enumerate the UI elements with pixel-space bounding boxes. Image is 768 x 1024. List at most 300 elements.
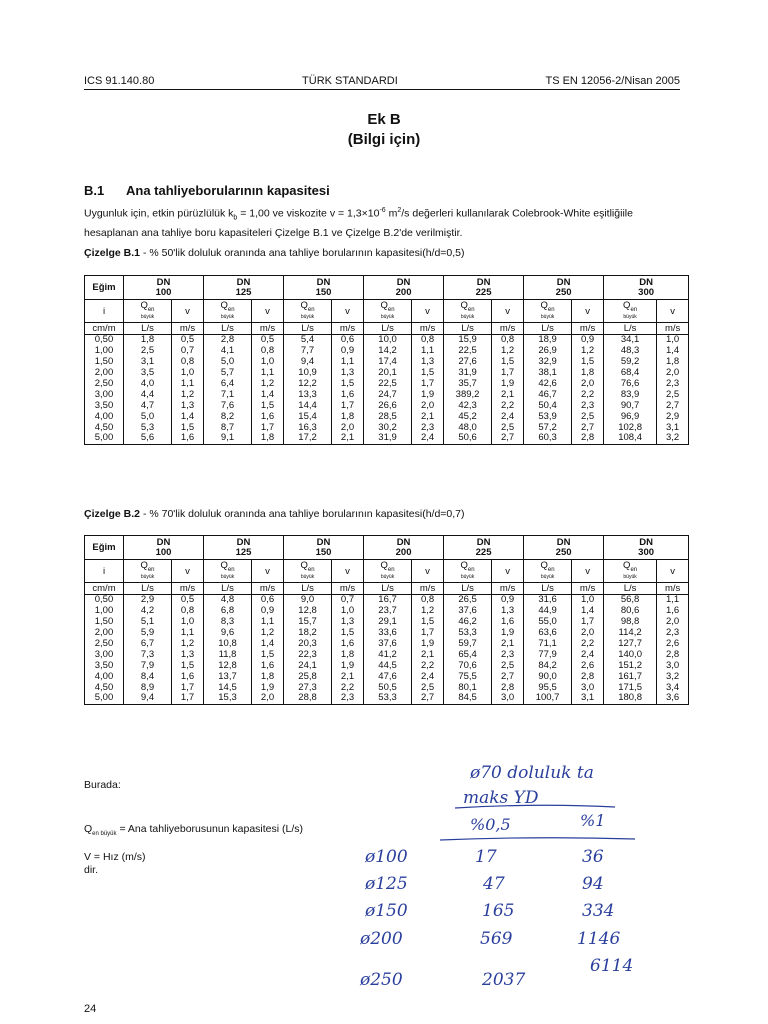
table-cell: 2,2	[332, 682, 364, 693]
table-cell: 1,3	[412, 357, 444, 368]
table-cell: 1,7	[252, 422, 284, 433]
table-cell: 1,5	[332, 628, 364, 639]
table-cell: 1,00	[85, 606, 124, 617]
table-cell: 2,8	[204, 335, 252, 346]
table-cell: 1,0	[572, 595, 604, 606]
table-cell: 2,5	[492, 660, 524, 671]
column-symbol-v: v	[492, 300, 524, 323]
column-header-dn-100: DN 100	[124, 536, 204, 560]
handwritten-col-b-header: %1	[580, 811, 606, 830]
table-cell: 83,9	[604, 389, 657, 400]
unit-v: m/s	[572, 323, 604, 335]
table-cell: 1,8	[657, 357, 689, 368]
unit-v: m/s	[172, 323, 204, 335]
table-cell: 12,2	[284, 379, 332, 390]
table-cell: 17,2	[284, 433, 332, 444]
column-symbol-v: v	[492, 560, 524, 583]
column-symbol-q: $Q_{en}$ büyük	[444, 560, 492, 583]
table-cell: 389,2	[444, 389, 492, 400]
table-cell: 1,5	[492, 357, 524, 368]
handwritten-note-line1: ø70 doluluk ta	[470, 763, 594, 783]
handwritten-value-b: 36	[582, 847, 604, 867]
column-header-dn-150: DN 150	[284, 536, 364, 560]
table-cell: 1,9	[332, 660, 364, 671]
table-cell: 0,9	[492, 595, 524, 606]
table-cell: 63,6	[524, 628, 572, 639]
table-cell: 2,4	[412, 671, 444, 682]
table-cell: 2,5	[412, 682, 444, 693]
column-symbol-q: $Q_{en}$ büyük	[204, 300, 252, 323]
table-cell: 2,3	[412, 422, 444, 433]
table-cell: 84,2	[524, 660, 572, 671]
unit-v: m/s	[492, 323, 524, 335]
table-cell: 9,1	[204, 433, 252, 444]
table-cell: 171,5	[604, 682, 657, 693]
table-cell: 3,4	[657, 682, 689, 693]
table-cell: 95,5	[524, 682, 572, 693]
table-cell: 7,6	[204, 400, 252, 411]
table-cell: 70,6	[444, 660, 492, 671]
table-cell: 3,2	[657, 433, 689, 444]
table-cell: 3,0	[572, 682, 604, 693]
unit-i: cm/m	[85, 583, 124, 595]
table-cell: 33,6	[364, 628, 412, 639]
intro-paragraph: Uygunluk için, etkin pürüzlülük $k_b = 1,00$ ve viskozite $v = 1,3\times 10^{-6}$ $m^2/s$ değerleri kullanılarak Colebrook-White eşitliğiile hesaplanan ana tahliye boru kapasiteleri Çizelge B.1 ve Çizelge B.2'de verilmiştir.	[84, 207, 633, 239]
table-cell: 35,7	[444, 379, 492, 390]
table-cell: 0,7	[332, 595, 364, 606]
table-cell: 22,5	[364, 379, 412, 390]
table-cell: 80,1	[444, 682, 492, 693]
table-cell: 1,3	[332, 617, 364, 628]
table-cell: 1,5	[572, 357, 604, 368]
table-cell: 1,4	[572, 606, 604, 617]
table-cell: 1,2	[172, 389, 204, 400]
column-symbol-q: $Q_{en}$ büyük	[204, 560, 252, 583]
table-cell: 57,2	[524, 422, 572, 433]
table-cell: 7,3	[124, 649, 172, 660]
table-cell: 2,7	[492, 671, 524, 682]
table-cell: 25,8	[284, 671, 332, 682]
table-cell: 2,50	[85, 639, 124, 650]
table-cell: 0,7	[172, 346, 204, 357]
column-header-dn-125: DN 125	[204, 536, 284, 560]
table-cell: 13,3	[284, 389, 332, 400]
table-cell: 10,0	[364, 335, 412, 346]
table-cell: 2,0	[572, 379, 604, 390]
table-cell: 2,3	[657, 379, 689, 390]
table-cell: 1,4	[172, 411, 204, 422]
handwritten-size-label: ø150	[365, 901, 408, 921]
table-cell: 1,6	[172, 671, 204, 682]
table-cell: 2,2	[572, 639, 604, 650]
table-cell: 2,00	[85, 628, 124, 639]
table-cell: 1,1	[332, 357, 364, 368]
column-symbol-q: $Q_{en}$ büyük	[524, 560, 572, 583]
table-cell: 2,0	[657, 368, 689, 379]
table-cell: 1,1	[252, 368, 284, 379]
column-symbol-v: v	[252, 300, 284, 323]
column-header-dn-250: DN 250	[524, 276, 604, 300]
unit-q: L/s	[124, 323, 172, 335]
table-cell: 2,1	[412, 649, 444, 660]
table-cell: 2,7	[657, 400, 689, 411]
handwritten-size-label: ø125	[365, 874, 408, 894]
table-cell: 4,00	[85, 411, 124, 422]
table-cell: 16,7	[364, 595, 412, 606]
column-symbol-v: v	[412, 560, 444, 583]
table-cell: 2,2	[412, 660, 444, 671]
table-cell: 56,8	[604, 595, 657, 606]
table-cell: 4,7	[124, 400, 172, 411]
table-cell: 1,5	[252, 400, 284, 411]
table-cell: 2,50	[85, 379, 124, 390]
column-header-dn-250: DN 250	[524, 536, 604, 560]
table-cell: 31,9	[364, 433, 412, 444]
table-cell: 17,4	[364, 357, 412, 368]
column-symbol-v: v	[412, 300, 444, 323]
table-cell: 2,8	[572, 433, 604, 444]
table-cell: 1,2	[492, 346, 524, 357]
unit-q: L/s	[284, 323, 332, 335]
table-cell: 5,9	[124, 628, 172, 639]
table-cell: 0,8	[412, 595, 444, 606]
section-number: B.1	[84, 183, 105, 198]
unit-q: L/s	[524, 583, 572, 595]
table-cell: 75,5	[444, 671, 492, 682]
table-cell: 2,1	[492, 389, 524, 400]
legend-closing: dir.	[84, 864, 99, 876]
table-cell: 53,9	[524, 411, 572, 422]
handwritten-size-label: ø250	[360, 970, 403, 990]
table-cell: 4,1	[204, 346, 252, 357]
table-cell: 2,6	[657, 639, 689, 650]
column-header-dn-200: DN 200	[364, 276, 444, 300]
table-cell: 3,1	[657, 422, 689, 433]
column-symbol-v: v	[172, 300, 204, 323]
unit-q: L/s	[124, 583, 172, 595]
header-ics-code: ICS 91.140.80	[84, 75, 155, 87]
table-cell: 1,1	[657, 595, 689, 606]
table-cell: 44,9	[524, 606, 572, 617]
unit-v: m/s	[332, 583, 364, 595]
legend-q-definition: $Q_{en büyük}$ = Ana tahliyeborusunun kapasitesi (L/s)	[84, 823, 304, 838]
table-cell: 8,3	[204, 617, 252, 628]
unit-v: m/s	[412, 583, 444, 595]
page-number: 24	[84, 1003, 97, 1015]
unit-v: m/s	[332, 323, 364, 335]
table-cell: 1,8	[332, 649, 364, 660]
table-cell: 6,8	[204, 606, 252, 617]
unit-v: m/s	[657, 323, 689, 335]
column-header-dn-100: DN 100	[124, 276, 204, 300]
table-cell: 9,4	[124, 693, 172, 704]
table-cell: 30,2	[364, 422, 412, 433]
handwritten-value-a: 47	[483, 874, 505, 894]
table-cell: 7,7	[284, 346, 332, 357]
table-cell: 2,8	[572, 671, 604, 682]
table-cell: 2,0	[252, 693, 284, 704]
table-cell: 38,1	[524, 368, 572, 379]
table-cell: 31,9	[444, 368, 492, 379]
table-cell: 53,3	[364, 693, 412, 704]
table-cell: 24,1	[284, 660, 332, 671]
table-cell: 2,3	[332, 693, 364, 704]
table-cell: 5,0	[204, 357, 252, 368]
table-cell: 6,4	[204, 379, 252, 390]
table-cell: 2,3	[657, 628, 689, 639]
table-cell: 27,3	[284, 682, 332, 693]
table-cell: 0,8	[252, 346, 284, 357]
table-cell: 161,7	[604, 671, 657, 682]
table-cell: 22,5	[444, 346, 492, 357]
table-cell: 45,2	[444, 411, 492, 422]
table-cell: 1,1	[172, 628, 204, 639]
table-cell: 2,2	[572, 389, 604, 400]
table-cell: 3,5	[124, 368, 172, 379]
table-cell: 9,0	[284, 595, 332, 606]
table-cell: 0,5	[172, 335, 204, 346]
column-header-dn-125: DN 125	[204, 276, 284, 300]
table-cell: 59,7	[444, 639, 492, 650]
table-cell: 1,2	[572, 346, 604, 357]
table-cell: 2,5	[492, 422, 524, 433]
table-cell: 1,8	[252, 433, 284, 444]
table-cell: 1,7	[572, 617, 604, 628]
table-cell: 1,50	[85, 617, 124, 628]
table-cell: 46,7	[524, 389, 572, 400]
table-cell: 1,2	[412, 606, 444, 617]
section-title: Ana tahliyeborularının kapasitesi	[126, 183, 330, 198]
header-standard-name: TÜRK STANDARDI	[302, 75, 398, 87]
table-cell: 28,5	[364, 411, 412, 422]
table-cell: 3,0	[657, 660, 689, 671]
column-symbol-q: $Q_{en}$ büyük	[524, 300, 572, 323]
table-cell: 0,9	[252, 606, 284, 617]
table-cell: 46,2	[444, 617, 492, 628]
table-cell: 0,8	[492, 335, 524, 346]
table-cell: 114,2	[604, 628, 657, 639]
handwritten-value-b: 334	[582, 901, 615, 921]
table-cell: 8,4	[124, 671, 172, 682]
annex-subtitle: (Bilgi için)	[347, 131, 421, 148]
table-cell: 2,0	[332, 422, 364, 433]
table-cell: 0,5	[172, 595, 204, 606]
unit-q: L/s	[604, 583, 657, 595]
table-cell: 1,9	[492, 379, 524, 390]
table-cell: 15,7	[284, 617, 332, 628]
column-symbol-q: $Q_{en}$ büyük	[284, 560, 332, 583]
table-cell: 0,6	[252, 595, 284, 606]
table-cell: 6,7	[124, 639, 172, 650]
handwritten-value-a: 17	[475, 847, 497, 867]
table-cell: 1,7	[492, 368, 524, 379]
handwritten-value-b: 94	[582, 874, 604, 894]
table-cell: 4,50	[85, 422, 124, 433]
table-cell: 2,4	[572, 649, 604, 660]
unit-v: m/s	[572, 583, 604, 595]
table-cell: 47,6	[364, 671, 412, 682]
table-cell: 26,6	[364, 400, 412, 411]
column-symbol-v: v	[332, 300, 364, 323]
table-cell: 98,8	[604, 617, 657, 628]
table-cell: 26,5	[444, 595, 492, 606]
table-cell: 44,5	[364, 660, 412, 671]
table-cell: 9,6	[204, 628, 252, 639]
table-cell: 1,1	[412, 346, 444, 357]
handwritten-col-a-header: %0,5	[470, 815, 511, 834]
table-cell: 37,6	[364, 639, 412, 650]
table-cell: 0,8	[172, 606, 204, 617]
unit-v: m/s	[492, 583, 524, 595]
table-cell: 90,7	[604, 400, 657, 411]
table-cell: 5,1	[124, 617, 172, 628]
column-header-dn-225: DN 225	[444, 276, 524, 300]
unit-q: L/s	[364, 583, 412, 595]
column-symbol-i: i	[85, 300, 124, 323]
table-cell: 15,3	[204, 693, 252, 704]
table-cell: 59,2	[604, 357, 657, 368]
table-cell: 11,8	[204, 649, 252, 660]
table-cell: 3,00	[85, 389, 124, 400]
table-cell: 1,3	[172, 649, 204, 660]
table-cell: 1,7	[172, 682, 204, 693]
table-b2-caption: Çizelge B.2 - % 70'lik doluluk oranında ana tahliye borularının kapasitesi(h/d=0,7)	[84, 508, 465, 520]
table-cell: 77,9	[524, 649, 572, 660]
unit-q: L/s	[604, 323, 657, 335]
table-cell: 29,1	[364, 617, 412, 628]
table-cell: 100,7	[524, 693, 572, 704]
table-cell: 14,5	[204, 682, 252, 693]
table-cell: 1,2	[172, 639, 204, 650]
table-cell: 10,9	[284, 368, 332, 379]
handwritten-underline-2	[440, 838, 635, 840]
unit-v: m/s	[172, 583, 204, 595]
table-cell: 102,8	[604, 422, 657, 433]
table-cell: 8,9	[124, 682, 172, 693]
table-cell: 28,8	[284, 693, 332, 704]
handwritten-value-b: 1146	[577, 929, 621, 949]
table-cell: 2,6	[572, 660, 604, 671]
table-cell: 2,9	[657, 411, 689, 422]
table-cell: 180,8	[604, 693, 657, 704]
table-cell: 1,8	[572, 368, 604, 379]
annex-title: Ek B	[367, 111, 401, 128]
table-cell: 0,50	[85, 335, 124, 346]
table-cell: 1,5	[412, 368, 444, 379]
column-symbol-q: $Q_{en}$ büyük	[364, 300, 412, 323]
table-cell: 12,8	[284, 606, 332, 617]
handwritten-value-a: 569	[480, 929, 513, 949]
table-cell: 127,7	[604, 639, 657, 650]
table-cell: 60,3	[524, 433, 572, 444]
table-cell: 1,3	[332, 368, 364, 379]
table-cell: 0,8	[412, 335, 444, 346]
column-symbol-q: $Q_{en}$ büyük	[444, 300, 492, 323]
unit-q: L/s	[364, 323, 412, 335]
column-header-egim: Eğim	[85, 536, 124, 560]
table-cell: 1,0	[172, 368, 204, 379]
table-cell: 7,9	[124, 660, 172, 671]
table-cell: 1,0	[332, 606, 364, 617]
unit-v: m/s	[412, 323, 444, 335]
legend-v-definition: V = Hız (m/s)	[84, 851, 146, 863]
table-cell: 41,2	[364, 649, 412, 660]
table-cell: 3,50	[85, 400, 124, 411]
table-cell: 20,1	[364, 368, 412, 379]
table-cell: 12,8	[204, 660, 252, 671]
table-cell: 71,1	[524, 639, 572, 650]
unit-q: L/s	[444, 323, 492, 335]
table-cell: 1,3	[492, 606, 524, 617]
table-cell: 16,3	[284, 422, 332, 433]
column-header-dn-300: DN 300	[604, 536, 689, 560]
table-cell: 3,50	[85, 660, 124, 671]
table-cell: 1,8	[332, 411, 364, 422]
table-cell: 2,1	[332, 671, 364, 682]
table-cell: 10,8	[204, 639, 252, 650]
table-cell: 13,7	[204, 671, 252, 682]
table-cell: 1,2	[252, 379, 284, 390]
table-cell: 37,6	[444, 606, 492, 617]
table-cell: 1,9	[412, 389, 444, 400]
handwritten-value-a: 165	[482, 901, 515, 921]
table-cell: 34,1	[604, 335, 657, 346]
table-cell: 76,6	[604, 379, 657, 390]
table-cell: 1,7	[412, 628, 444, 639]
table-cell: 22,3	[284, 649, 332, 660]
column-symbol-i: i	[85, 560, 124, 583]
unit-v: m/s	[252, 323, 284, 335]
table-cell: 5,4	[284, 335, 332, 346]
column-header-dn-300: DN 300	[604, 276, 689, 300]
handwritten-value-a: 2037	[482, 970, 526, 990]
table-cell: 4,8	[204, 595, 252, 606]
column-header-dn-200: DN 200	[364, 536, 444, 560]
table-cell: 1,5	[332, 379, 364, 390]
table-cell: 1,0	[172, 617, 204, 628]
table-cell: 4,2	[124, 606, 172, 617]
column-symbol-v: v	[657, 300, 689, 323]
column-symbol-v: v	[252, 560, 284, 583]
table-cell: 2,2	[492, 400, 524, 411]
table-cell: 1,8	[252, 671, 284, 682]
table-cell: 96,9	[604, 411, 657, 422]
table-cell: 2,8	[657, 649, 689, 660]
table-cell: 2,1	[492, 639, 524, 650]
table-cell: 1,4	[657, 346, 689, 357]
table-cell: 5,6	[124, 433, 172, 444]
table-cell: 4,00	[85, 671, 124, 682]
table-cell: 20,3	[284, 639, 332, 650]
table-cell: 9,4	[284, 357, 332, 368]
table-cell: 5,7	[204, 368, 252, 379]
table-cell: 42,6	[524, 379, 572, 390]
table-cell: 3,2	[657, 671, 689, 682]
column-symbol-q: $Q_{en}$ büyük	[604, 560, 657, 583]
table-cell: 2,4	[492, 411, 524, 422]
table-cell: 108,4	[604, 433, 657, 444]
table-cell: 1,0	[657, 335, 689, 346]
table-cell: 3,00	[85, 649, 124, 660]
table-cell: 84,5	[444, 693, 492, 704]
table-cell: 1,6	[172, 433, 204, 444]
table-cell: 2,7	[412, 693, 444, 704]
table-cell: 2,5	[657, 389, 689, 400]
table-cell: 1,5	[172, 660, 204, 671]
table-cell: 1,9	[412, 639, 444, 650]
table-cell: 1,5	[252, 649, 284, 660]
table-cell: 5,00	[85, 433, 124, 444]
